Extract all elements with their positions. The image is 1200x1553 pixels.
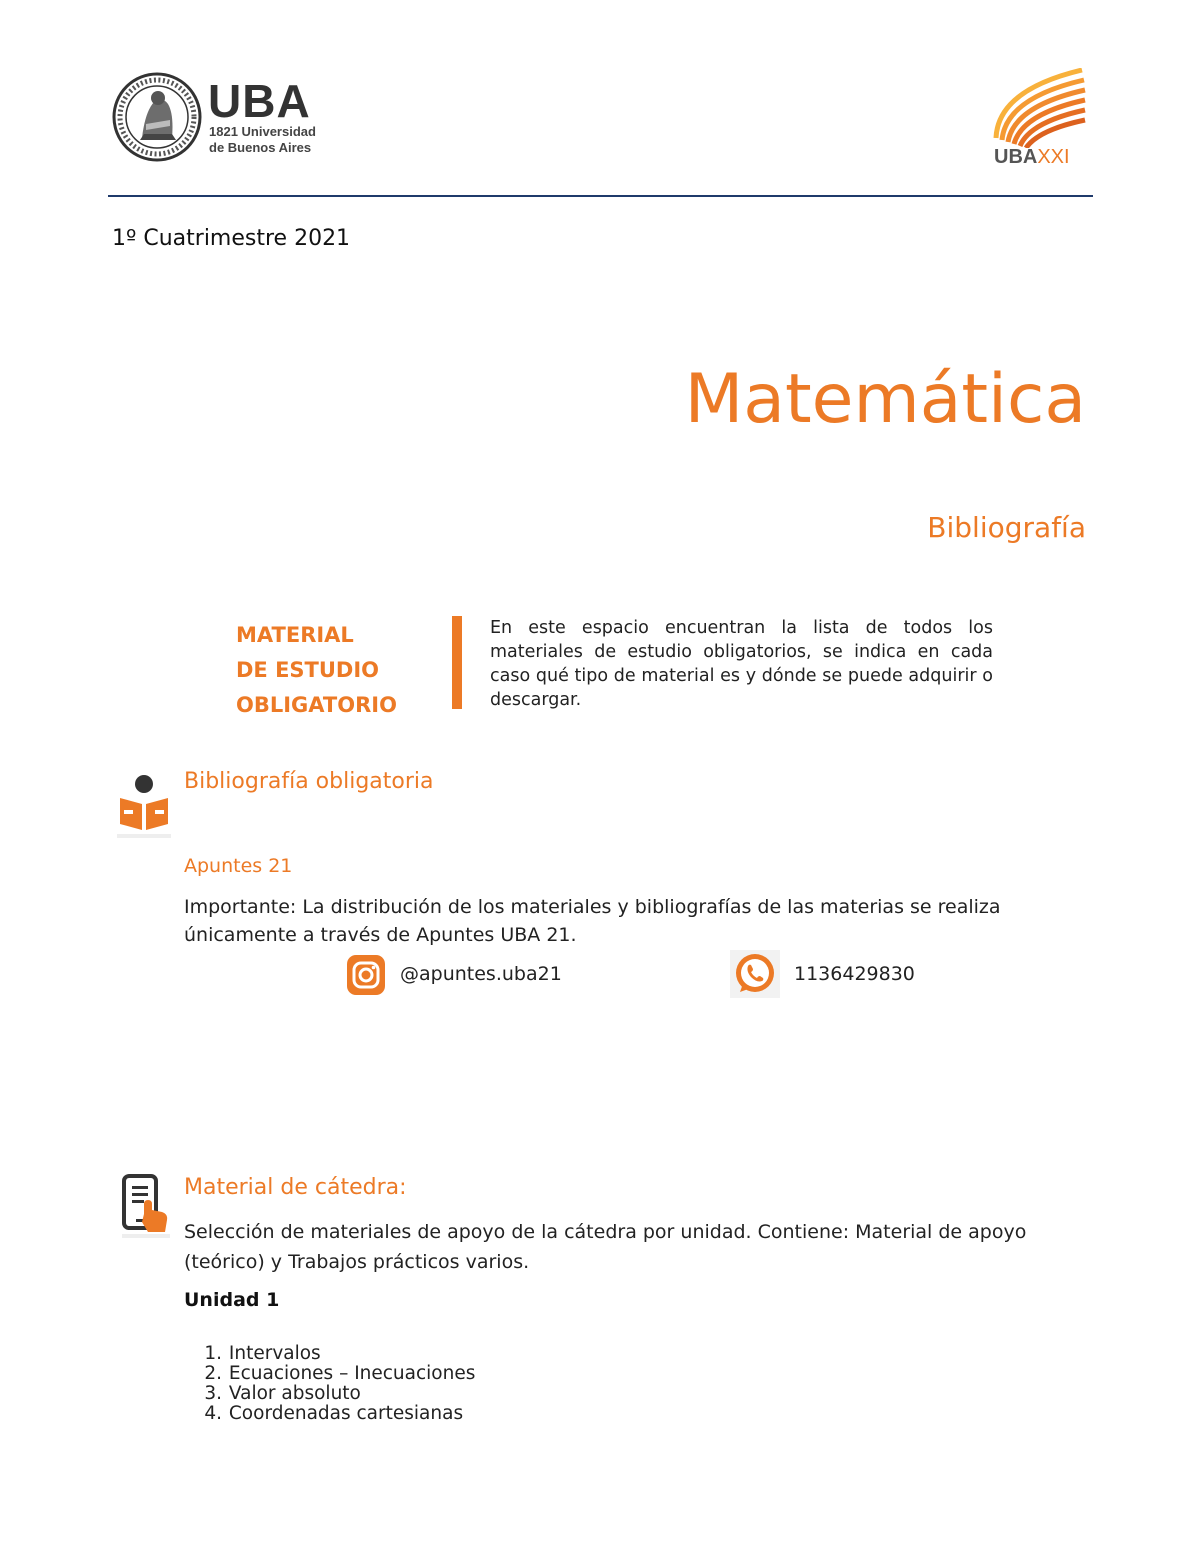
ubaxxi-arcs-logo [990, 68, 1086, 148]
topics-list [184, 1344, 475, 1424]
instagram-icon[interactable] [346, 953, 386, 997]
mobile-phone-icon [122, 1174, 170, 1240]
whatsapp-number[interactable]: 1136429830 [794, 963, 915, 985]
unit-title: Unidad 1 [184, 1289, 280, 1311]
header-divider [108, 195, 1093, 197]
reading-book-icon [117, 772, 171, 840]
whatsapp-icon[interactable] [730, 950, 780, 998]
instagram-handle[interactable]: @apuntes.uba21 [400, 963, 562, 985]
list-item: 4. Coordenadas cartesianas [204, 1403, 464, 1424]
catedra-description: Selección de materiales de apoyo de la cátedra por unidad. Contiene: Material de apoyo (teórico) y Trabajos prácticos varios. [184, 1221, 1027, 1273]
list-item: 1. Intervalos [204, 1343, 321, 1364]
material-description: En este espacio encuentran la lista de todos los materiales de estudio obligatorios, se indica en cada caso qué tipo de material es y dónde se puede adquirir o descargar. [490, 618, 993, 710]
list-item: 3. Valor absoluto [204, 1383, 361, 1404]
material-label: MATERIAL DE ESTUDIO OBLIGATORIO [236, 623, 397, 717]
uba-seal-logo [112, 72, 202, 162]
uba-wordmark: UBA [208, 75, 311, 127]
ubaxxi-wordmark: UBAXXI [994, 146, 1070, 168]
catedra-heading: Material de cátedra: [184, 1175, 407, 1200]
importante-note: Importante: La distribución de los materiales y bibliografías de las materias se realiza únicamente a través de Apuntes UBA 21. [184, 896, 1001, 946]
list-item: 2. Ecuaciones – Inecuaciones [204, 1363, 476, 1384]
material-divider-bar [452, 616, 462, 709]
bibliografia-heading: Bibliografía obligatoria [184, 769, 434, 794]
page-title: Matemática [684, 360, 1086, 439]
uba-logo-subtitle: 1821 Universidad de Buenos Aires [209, 124, 316, 155]
term-label: 1º Cuatrimestre 2021 [112, 226, 351, 251]
apuntes-source: Apuntes 21 [184, 855, 293, 877]
page-subtitle: Bibliografía [927, 511, 1086, 544]
